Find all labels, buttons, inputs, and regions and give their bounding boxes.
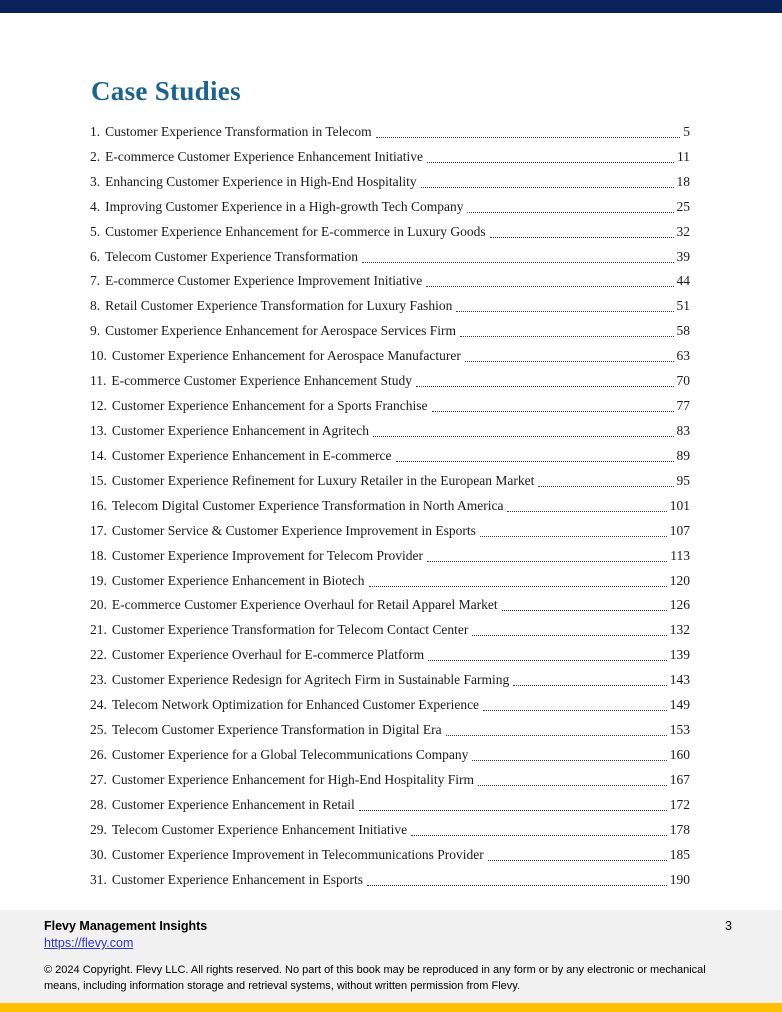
toc-entry[interactable] [90, 369, 690, 394]
toc-entry-title: Telecom Customer Experience Transformation in Digital Era [111, 722, 442, 738]
toc-entry-number: 4. [90, 198, 101, 214]
footer-top-row [44, 919, 732, 952]
toc-entry[interactable] [90, 868, 690, 893]
toc-entry-title: Retail Customer Experience Transformation for Luxury Fashion [105, 298, 453, 314]
toc-entry-number: 18. [90, 547, 107, 563]
toc-entry[interactable] [90, 444, 690, 469]
toc-entry-number: 16. [90, 497, 107, 513]
toc-leader-dots [472, 635, 666, 636]
toc-entry-title: Customer Experience Transformation in Telecom [105, 123, 372, 139]
toc-entry-page: 77 [676, 398, 690, 414]
toc-entry[interactable] [90, 344, 690, 369]
toc-entry-number: 21. [90, 622, 107, 638]
toc-entry-number: 28. [90, 796, 107, 812]
toc-entry-number: 14. [90, 447, 107, 463]
toc-entry-page: 126 [669, 597, 690, 613]
toc-entry[interactable] [90, 793, 690, 818]
footer-copyright: © 2024 Copyright. Flevy LLC. All rights reserved. No part of this book may be reproduced in any form or by any electronic or mechanical means, including information storage and retrieval systems, without written permission from Flevy. [44, 964, 706, 992]
toc-entry[interactable] [90, 419, 690, 444]
toc-entry-number: 7. [90, 273, 101, 289]
toc-entry[interactable] [90, 170, 690, 195]
toc-entry[interactable] [90, 743, 690, 768]
toc-entry-title: Customer Experience Redesign for Agritech Firm in Sustainable Farming [111, 672, 510, 688]
toc-entry-number: 12. [90, 398, 107, 414]
toc-entry[interactable] [90, 469, 690, 494]
toc-leader-dots [460, 336, 674, 337]
toc-entry[interactable] [90, 145, 690, 170]
toc-entry-number: 10. [90, 348, 107, 364]
page-footer [0, 910, 782, 1003]
toc-entry-number: 11. [90, 373, 107, 389]
toc-entry-page: 39 [676, 248, 690, 264]
footer-link[interactable]: https://flevy.com [44, 936, 134, 950]
toc-entry[interactable] [90, 843, 690, 868]
toc-entry-page: 44 [676, 273, 690, 289]
toc-leader-dots [480, 536, 667, 537]
toc-entry-number: 13. [90, 422, 107, 438]
toc-entry-title: Customer Service & Customer Experience Improvement in Esports [111, 522, 476, 538]
toc-entry-title: Customer Experience Refinement for Luxury Retailer in the European Market [111, 472, 535, 488]
toc-entry-page: 101 [669, 497, 690, 513]
toc-leader-dots [362, 262, 674, 263]
toc-leader-dots [369, 586, 667, 587]
toc-leader-dots [538, 486, 673, 487]
toc-entry[interactable] [90, 494, 690, 519]
toc-entry-page: 178 [669, 821, 690, 837]
toc-entry-number: 25. [90, 722, 107, 738]
toc-entry-title: E-commerce Customer Experience Overhaul for Retail Apparel Market [111, 597, 498, 613]
toc-leader-dots [396, 461, 674, 462]
toc-entry-page: 18 [676, 173, 690, 189]
toc-entry-number: 1. [90, 123, 101, 139]
toc-leader-dots [465, 361, 674, 362]
toc-entry[interactable] [90, 693, 690, 718]
toc-entry[interactable] [90, 294, 690, 319]
toc-entry-title: Customer Experience Enhancement for High-End Hospitality Firm [111, 771, 475, 787]
toc-leader-dots [426, 286, 673, 287]
toc-entry[interactable] [90, 668, 690, 693]
toc-entry-page: 153 [669, 722, 690, 738]
toc-entry-number: 9. [90, 323, 101, 339]
toc-leader-dots [488, 860, 667, 861]
toc-entry-title: Telecom Network Optimization for Enhanced Customer Experience [111, 697, 480, 713]
toc-leader-dots [507, 511, 666, 512]
toc-entry-page: 58 [676, 323, 690, 339]
toc-entry-number: 27. [90, 771, 107, 787]
top-accent-bar [0, 0, 782, 13]
toc-entry[interactable] [90, 394, 690, 419]
toc-leader-dots [467, 212, 673, 213]
toc-entry[interactable] [90, 643, 690, 668]
toc-entry-page: 89 [676, 447, 690, 463]
toc-entry-number: 3. [90, 173, 101, 189]
toc-entry-number: 8. [90, 298, 101, 314]
toc-leader-dots [483, 710, 667, 711]
toc-entry-number: 24. [90, 697, 107, 713]
toc-entry-title: Telecom Digital Customer Experience Transformation in North America [111, 497, 504, 513]
toc-entry-title: Customer Experience Enhancement for E-commerce in Luxury Goods [105, 223, 486, 239]
toc-entry-page: 185 [669, 846, 690, 862]
toc-entry-title: Customer Experience Overhaul for E-commerce Platform [111, 647, 425, 663]
toc-entry-number: 15. [90, 472, 107, 488]
toc-entry[interactable] [90, 818, 690, 843]
toc-entry-number: 2. [90, 148, 101, 164]
toc-entry-number: 29. [90, 821, 107, 837]
toc-leader-dots [421, 187, 674, 188]
toc-leader-dots [427, 162, 674, 163]
toc-entry-title: Enhancing Customer Experience in High-End Hospitality [105, 173, 417, 189]
toc-entry-number: 26. [90, 746, 107, 762]
toc-leader-dots [411, 835, 667, 836]
toc-entry-title: Customer Experience Enhancement for Aerospace Manufacturer [111, 348, 461, 364]
toc-list [90, 120, 690, 893]
toc-leader-dots [427, 561, 667, 562]
toc-entry-page: 167 [669, 771, 690, 787]
toc-entry-title: E-commerce Customer Experience Enhancement Study [111, 373, 413, 389]
toc-entry[interactable] [90, 768, 690, 793]
toc-entry-title: Customer Experience Enhancement in Retail [111, 796, 355, 812]
toc-leader-dots [490, 237, 674, 238]
toc-entry-title: Customer Experience Enhancement for Aerospace Services Firm [105, 323, 456, 339]
toc-entry-page: 11 [677, 148, 690, 164]
toc-entry-number: 30. [90, 846, 107, 862]
toc-entry-title: E-commerce Customer Experience Improvement Initiative [105, 273, 423, 289]
toc-entry-title: Telecom Customer Experience Transformation [105, 248, 358, 264]
footer-brand: Flevy Management Insights [44, 919, 208, 933]
toc-leader-dots [416, 386, 673, 387]
toc-entry-number: 17. [90, 522, 107, 538]
toc-leader-dots [432, 411, 674, 412]
toc-leader-dots [502, 610, 667, 611]
toc-entry-page: 63 [676, 348, 690, 364]
toc-entry-title: Telecom Customer Experience Enhancement Initiative [111, 821, 408, 837]
footer-brand-block [44, 919, 207, 952]
toc-entry-page: 113 [670, 547, 690, 563]
toc-entry-page: 190 [669, 871, 690, 887]
toc-entry-title: Customer Experience for a Global Telecommunications Company [111, 746, 469, 762]
toc-entry-page: 132 [669, 622, 690, 638]
toc-entry-title: Customer Experience Improvement for Telecom Provider [111, 547, 423, 563]
toc-entry-title: Customer Experience Improvement in Telecommunications Provider [111, 846, 484, 862]
toc-entry-title: Customer Experience Enhancement in Esports [111, 871, 364, 887]
toc-entry-page: 160 [669, 746, 690, 762]
toc-entry-page: 5 [683, 123, 690, 139]
toc-entry-number: 31. [90, 871, 107, 887]
toc-entry-page: 83 [676, 422, 690, 438]
toc-entry-page: 149 [669, 697, 690, 713]
toc-leader-dots [446, 735, 667, 736]
toc-entry-number: 6. [90, 248, 101, 264]
toc-entry[interactable] [90, 195, 690, 220]
toc-entry[interactable] [90, 618, 690, 643]
page-title: Case Studies [91, 76, 241, 106]
toc-entry-title: Customer Experience Enhancement for a Sports Franchise [111, 398, 428, 414]
toc-entry-page: 70 [676, 373, 690, 389]
toc-entry[interactable] [90, 569, 690, 594]
toc-entry[interactable] [90, 319, 690, 344]
toc-entry-page: 95 [676, 472, 690, 488]
toc-entry-page: 51 [676, 298, 690, 314]
toc-entry-number: 23. [90, 672, 107, 688]
toc-entry-number: 19. [90, 572, 107, 588]
toc-entry-page: 172 [669, 796, 690, 812]
toc-leader-dots [428, 660, 667, 661]
toc-entry-title: Customer Experience Enhancement in Biotech [111, 572, 365, 588]
toc-entry-title: Customer Experience Transformation for Telecom Contact Center [111, 622, 469, 638]
toc-entry[interactable] [90, 270, 690, 295]
toc-entry-page: 107 [669, 522, 690, 538]
toc-leader-dots [376, 137, 681, 138]
toc-entry[interactable] [90, 120, 690, 145]
toc-entry[interactable] [90, 245, 690, 270]
toc-entry-page: 32 [676, 223, 690, 239]
footer-page-number: 3 [725, 919, 732, 933]
toc-entry-page: 143 [669, 672, 690, 688]
toc-entry-page: 120 [669, 572, 690, 588]
toc-entry[interactable] [90, 544, 690, 569]
toc-leader-dots [478, 785, 667, 786]
toc-entry[interactable] [90, 220, 690, 245]
toc-leader-dots [359, 810, 667, 811]
toc-leader-dots [367, 885, 667, 886]
toc-leader-dots [456, 311, 673, 312]
toc-entry-number: 20. [90, 597, 107, 613]
toc-entry-title: Customer Experience Enhancement in E-commerce [111, 447, 392, 463]
toc-entry-number: 22. [90, 647, 107, 663]
toc-leader-dots [513, 685, 666, 686]
toc-entry[interactable] [90, 594, 690, 619]
toc-entry[interactable] [90, 718, 690, 743]
bottom-accent-bar [0, 1003, 782, 1012]
toc-entry[interactable] [90, 519, 690, 544]
toc-entry-number: 5. [90, 223, 101, 239]
toc-entry-title: Improving Customer Experience in a High-growth Tech Company [105, 198, 464, 214]
toc-leader-dots [472, 760, 666, 761]
toc-entry-title: Customer Experience Enhancement in Agritech [111, 422, 370, 438]
toc-entry-page: 25 [676, 198, 690, 214]
toc-entry-page: 139 [669, 647, 690, 663]
toc-leader-dots [373, 436, 673, 437]
toc-entry-title: E-commerce Customer Experience Enhancement Initiative [105, 148, 423, 164]
